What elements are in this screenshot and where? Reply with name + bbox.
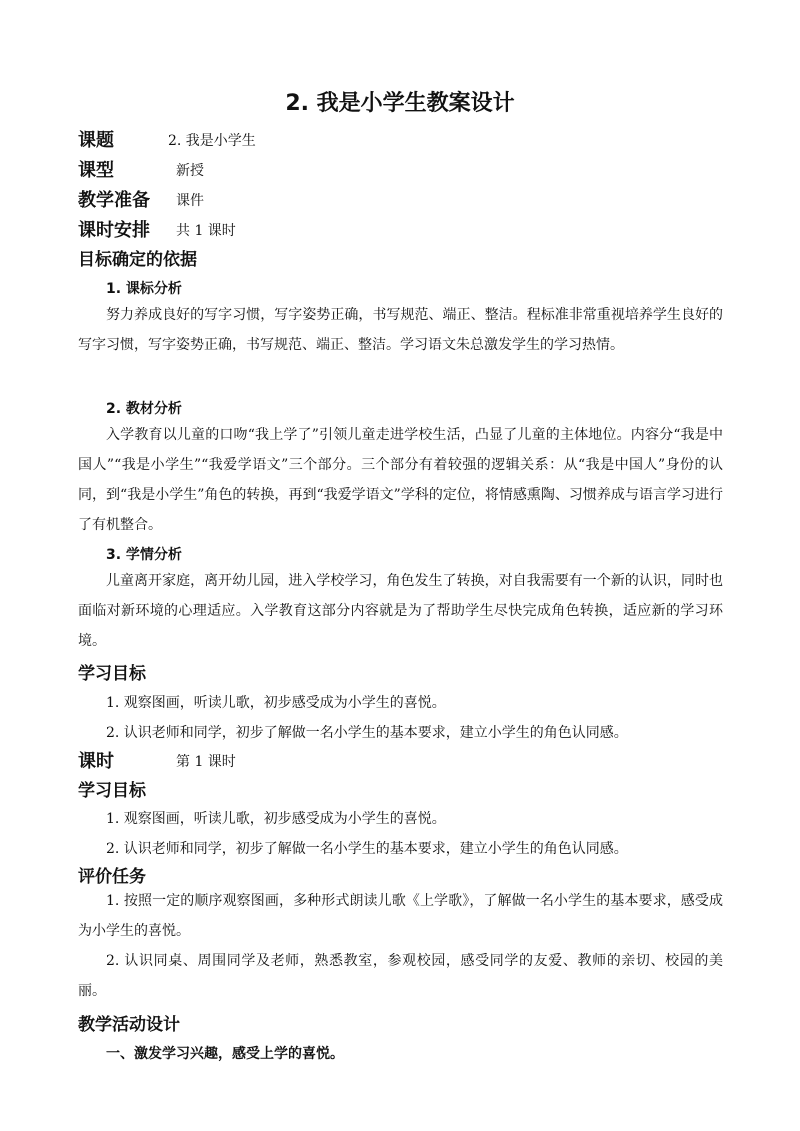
goals-heading-2: 学习目标: [78, 781, 146, 801]
schedule-value: 共 1 课时: [176, 223, 236, 239]
tasks-heading: 评价任务: [78, 867, 146, 887]
curriculum-heading: 1. 课标分析: [106, 281, 182, 297]
schedule-label: 课时安排: [78, 220, 150, 241]
curriculum-text: 努力养成良好的写字习惯，写字姿势正确，书写规范、端正、整洁。程标准非常重视培养学生良好的写字习惯，写字姿势正确，书写规范、端正、整洁。学习语文朱总激发学生的学习热情。: [78, 307, 723, 353]
lesson-label: 课时: [78, 751, 114, 772]
learners-heading: 3. 学情分析: [106, 547, 182, 563]
basis-heading: 目标确定的依据: [78, 250, 197, 270]
goal-item: 1. 观察图画，听读儿歌，初步感受成为小学生的喜悦。: [106, 811, 446, 827]
document-title: 2. 我是小学生教案设计: [285, 91, 515, 116]
textbook-text: 入学教育以儿童的口吻“我上学了”引领儿童走进学校生活，凸显了儿童的主体地位。内容分“我是中国人”“我是小学生”“我爱学语文”三个部分。三个部分有着较强的逻辑关系：从“我是中国人”身份的认同，到“我是小学生”角色的转换，再到“我爱学语文”学科的定位，将情感熏陶、习惯养成与语言学习进行了有机整合。: [78, 427, 723, 533]
goals-heading: 学习目标: [78, 664, 146, 684]
activity-step: 一、激发学习兴趣，感受上学的喜悦。: [106, 1046, 344, 1062]
goal-item: 1. 观察图画，听读儿歌，初步感受成为小学生的喜悦。: [106, 695, 446, 711]
task-item: 2. 认识同桌、周围同学及老师，熟悉教室，参观校园，感受同学的友爱、教师的亲切、校园的美丽。: [78, 953, 723, 999]
type-label: 课型: [78, 160, 114, 181]
prep-value: 课件: [176, 193, 204, 209]
topic-label: 课题: [78, 130, 114, 151]
prep-label: 教学准备: [78, 190, 150, 211]
activities-heading: 教学活动设计: [78, 1015, 180, 1035]
learners-text: 儿童离开家庭，离开幼儿园，进入学校学习，角色发生了转换，对自我需要有一个新的认识，同时也面临对新环境的心理适应。入学教育这部分内容就是为了帮助学生尽快完成角色转换，适应新的学习环境。: [78, 573, 723, 649]
type-value: 新授: [176, 163, 204, 179]
task-item: 1. 按照一定的顺序观察图画，多种形式朗读儿歌《上学歌》，了解做一名小学生的基本要求，感受成为小学生的喜悦。: [78, 893, 723, 939]
goal-item: 2. 认识老师和同学，初步了解做一名小学生的基本要求，建立小学生的角色认同感。: [106, 841, 628, 857]
topic-value: 2. 我是小学生: [168, 133, 256, 149]
textbook-heading: 2. 教材分析: [106, 401, 182, 417]
goal-item: 2. 认识老师和同学，初步了解做一名小学生的基本要求，建立小学生的角色认同感。: [106, 725, 628, 741]
lesson-value: 第 1 课时: [176, 754, 236, 770]
